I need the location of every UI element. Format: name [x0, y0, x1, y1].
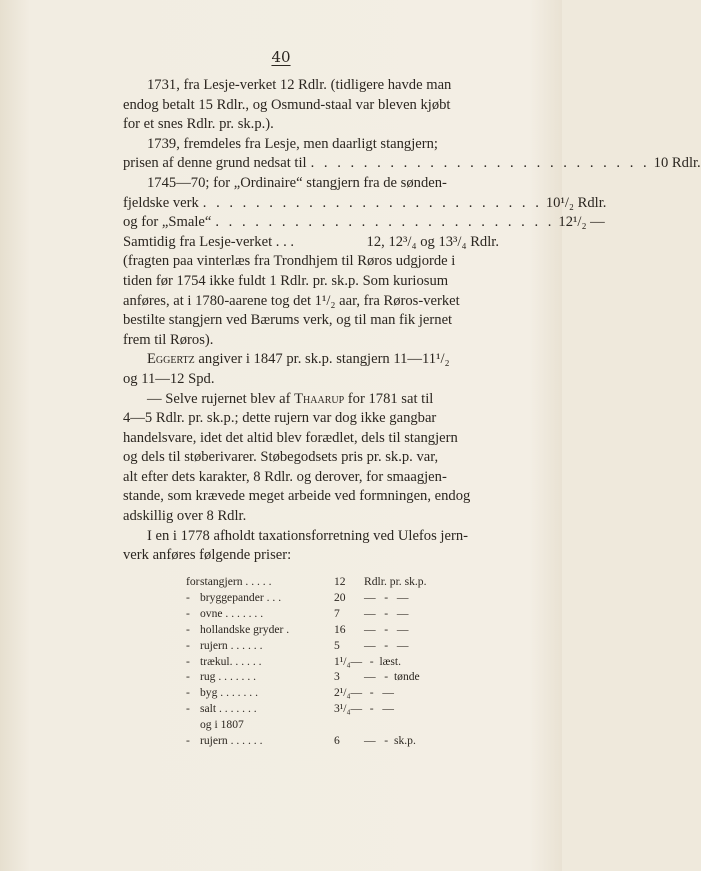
text-line: Samtidig fra Lesje-verket . . .: [123, 233, 295, 250]
price-row-mark: -: [186, 638, 190, 652]
dotted-line: [123, 213, 605, 233]
text-line: — Selve rujernet blev af Thaarup for 1781 sat til: [147, 390, 434, 407]
price-value: 12¹/₂ —: [558, 214, 605, 231]
body-text: [123, 76, 701, 566]
price-row-unit: — - —: [364, 638, 409, 652]
price-row-item: hollandske gryder .: [200, 622, 290, 636]
text-line: endog betalt 15 Rdlr., og Osmund-staal var bleven kjøbt: [123, 96, 451, 113]
price-row: [186, 638, 436, 654]
price-row: [186, 701, 436, 717]
price-row-mark: -: [186, 686, 190, 700]
price-row-mark: -: [186, 606, 190, 620]
price-row-item: byg . . . . . . .: [200, 686, 258, 700]
text-line: frem til Røros).: [123, 331, 214, 348]
leader-dots: . . . . . . . . . . . . . . . . . . . . . . . . . .: [310, 155, 650, 172]
price-row-value: 1¹/₄—: [334, 654, 363, 668]
author-name: Thaarup: [294, 390, 345, 407]
price-row: [186, 590, 436, 606]
text-line: (fragten paa vinterlæs fra Trondhjem til Røros udgjorde i: [123, 253, 456, 270]
text-line: alt efter dets karakter, 8 Rdlr. og derover, for smaagjen-: [123, 468, 447, 485]
price-row: [186, 574, 436, 590]
price-row-unit: - læst.: [364, 654, 402, 668]
price-row-value: [334, 717, 364, 733]
price-row-unit: — - —: [364, 590, 409, 604]
price-row-value: 6: [334, 734, 340, 748]
price-row: [186, 717, 436, 733]
text-line: verk anføres følgende priser:: [123, 547, 292, 564]
price-row-item: og i 1807: [200, 718, 244, 732]
text-line: stande, som krævede meget arbeide ved formningen, endog: [123, 488, 471, 505]
price-row-value: 16: [334, 622, 346, 636]
price-value: 10¹/₂ Rdlr.: [545, 194, 607, 211]
price-row-mark: -: [186, 734, 190, 748]
text-line: 4—5 Rdlr. pr. sk.p.; dette rujern var dog ikke gangbar: [123, 410, 437, 427]
price-row-unit: Rdlr. pr. sk.p.: [364, 575, 427, 588]
dotted-line: [123, 154, 701, 174]
price-row: [186, 669, 436, 685]
price-row-item: rujern . . . . . .: [200, 734, 263, 748]
price-row-item: ovne . . . . . . .: [200, 606, 264, 620]
price-row-unit: — - —: [364, 622, 409, 636]
price-row: [186, 622, 436, 638]
price-row-mark: for: [186, 575, 200, 588]
price-row-unit: — - sk.p.: [364, 734, 416, 748]
price-row-item: trækul. . . . . .: [200, 654, 262, 668]
price-row-unit: [364, 717, 436, 733]
price-row-mark: -: [186, 622, 190, 636]
price-row-value: 7: [334, 606, 340, 620]
price-row: [186, 606, 436, 622]
text-line: anføres, at i 1780-aarene tog det 1¹/₂ aar, fra Røros-verket: [123, 292, 460, 309]
price-row-mark: [186, 717, 200, 733]
price-row: [186, 685, 436, 701]
price-row-item: salt . . . . . . .: [200, 702, 257, 716]
text-line: bestilte stangjern ved Bærums verk, og til man fik jernet: [123, 312, 453, 329]
price-row-value: 12: [334, 575, 346, 588]
price-row: [186, 654, 436, 670]
price-row-unit: - —: [364, 686, 394, 700]
price-list: [186, 574, 436, 749]
text-line: og dels til støberivarer. Støbegodsets pris pr. sk.p. var,: [123, 449, 439, 466]
author-name: Eggertz: [147, 351, 195, 368]
price-value: 12, 12³/₄ og 13³/₄ Rdlr.: [366, 233, 499, 250]
price-row-mark: -: [186, 702, 190, 716]
price-line: [123, 233, 499, 253]
text-line: tiden før 1754 ikke fuldt 1 Rdlr. pr. sk.p. Som kuriosum: [123, 272, 449, 289]
text-line: 1739, fremdeles fra Lesje, men daarligt stangjern;: [147, 135, 438, 152]
price-row-item: rug . . . . . . .: [200, 670, 257, 684]
price-row-mark: -: [186, 590, 190, 604]
price-row-item: bryggepander . . .: [200, 590, 282, 604]
price-row-item: rujern . . . . . .: [200, 638, 263, 652]
dotted-line: [123, 194, 607, 214]
text-line: I en i 1778 afholdt taxationsforretning ved Ulefos jern-: [147, 527, 468, 544]
price-row-value: 5: [334, 638, 340, 652]
text-line: prisen af denne grund nedsat til: [123, 155, 307, 172]
price-row-unit: — - tønde: [364, 670, 420, 684]
price-value: 10 Rdlr.: [653, 155, 701, 172]
text-line: og 11—12 Spd.: [123, 370, 215, 387]
price-row-value: 3¹/₄—: [334, 702, 363, 716]
text-line: 1745—70; for „Ordinaire“ stangjern fra de sønden-: [147, 174, 447, 191]
leader-dots: . . . . . . . . . . . . . . . . . . . . . . . . . .: [202, 194, 542, 211]
page-number: 40: [271, 48, 291, 66]
price-row-value: 3: [334, 670, 340, 684]
text-line: adskillig over 8 Rdlr.: [123, 508, 247, 525]
price-row-value: 20: [334, 590, 346, 604]
text-line: 1731, fra Lesje-verket 12 Rdlr. (tidligere havde man: [147, 77, 452, 93]
text-line: handelsvare, idet det altid blev forædlet, dels til stangjern: [123, 429, 458, 446]
text-line: Eggertz angiver i 1847 pr. sk.p. stangjern 11—11¹/₂: [147, 351, 450, 368]
text-line: fjeldske verk: [123, 194, 199, 211]
price-row-unit: — - —: [364, 606, 409, 620]
text-line: og for „Smale“: [123, 214, 212, 231]
price-row-unit: - —: [364, 702, 394, 716]
price-row-mark: -: [186, 654, 190, 668]
price-row-value: 2¹/₄—: [334, 686, 363, 700]
price-row: [186, 733, 436, 749]
leader-dots: . . . . . . . . . . . . . . . . . . . . . . . . . .: [215, 214, 555, 231]
price-row-mark: -: [186, 670, 190, 684]
price-row-item: stangjern . . . . .: [200, 575, 272, 588]
text-line: for et snes Rdlr. pr. sk.p.).: [123, 116, 274, 133]
